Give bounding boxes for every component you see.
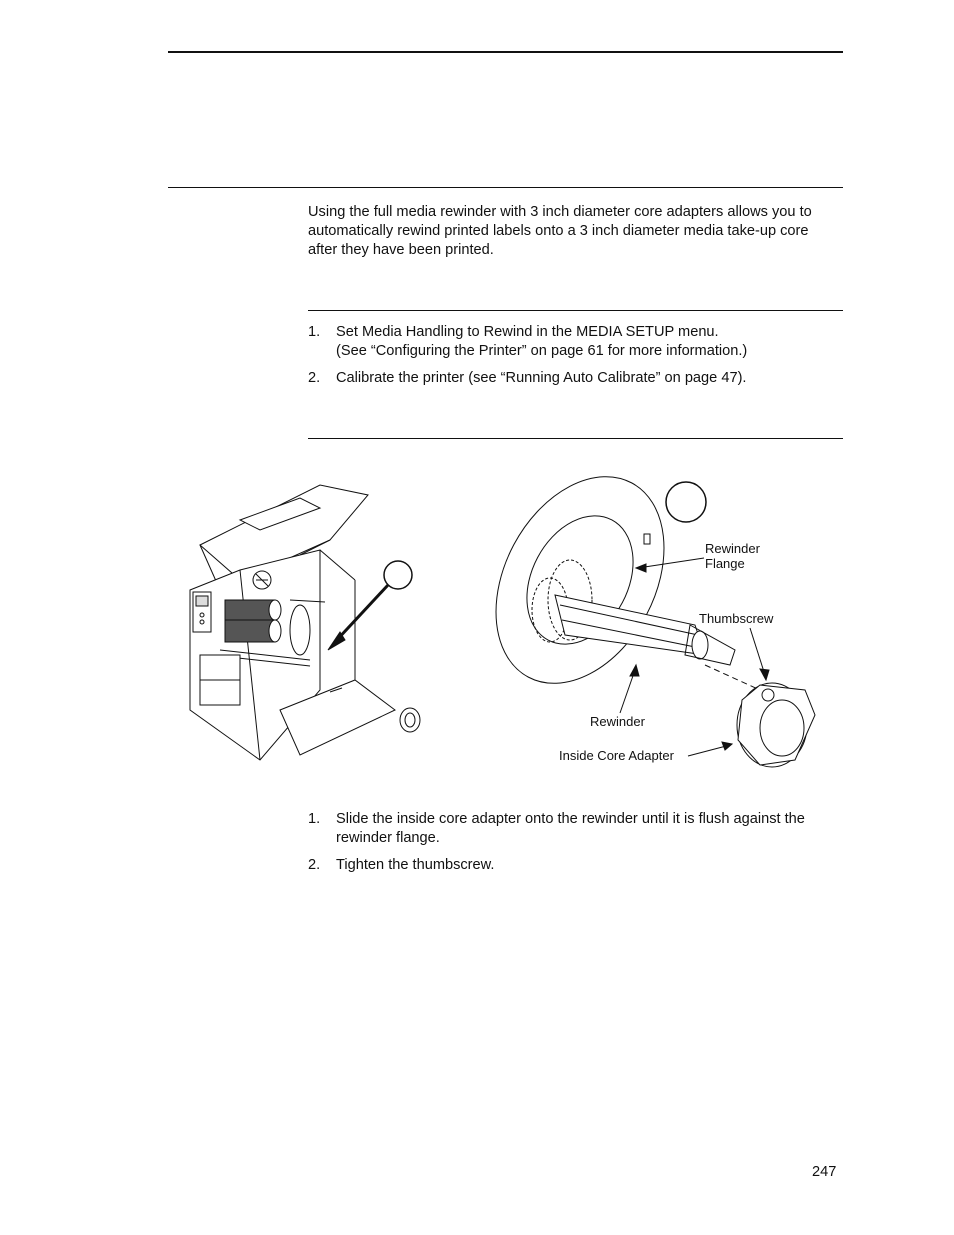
page-number: 247 (812, 1164, 837, 1180)
rewinder-illustration (460, 470, 830, 780)
intro-line-1: Using the full media rewinder with 3 inch diameter core adapters allows you to (308, 204, 812, 220)
subsection-rule-2 (308, 438, 843, 439)
step-text: (See “Configuring the Printer” on page 61 for more information.) (336, 343, 748, 359)
step-text: Calibrate the printer (see “Running Auto Calibrate” on page 47). (336, 370, 747, 386)
rewinder-label: Rewinder (590, 714, 645, 729)
inside-core-adapter-label: Inside Core Adapter (559, 748, 674, 763)
top-rule (168, 51, 843, 53)
step-number: 1. (308, 324, 321, 340)
thumbscrew-label: Thumbscrew (699, 611, 774, 626)
rewinder-flange-label: Rewinder Flange (705, 541, 760, 571)
step-number: 2. (308, 857, 321, 873)
step-text: rewinder flange. (336, 830, 440, 846)
intro-line-3: after they have been printed. (308, 242, 494, 258)
section-rule (168, 187, 843, 188)
step-number: 1. (308, 811, 321, 827)
subsection-rule-1 (308, 310, 843, 311)
printer-illustration (180, 480, 430, 770)
intro-line-2: automatically rewind printed labels onto a 3 inch diameter media take-up core (308, 223, 809, 239)
step-text: Tighten the thumbscrew. (336, 857, 495, 873)
step-text: Slide the inside core adapter onto the rewinder until it is flush against the (336, 811, 805, 827)
step-number: 2. (308, 370, 321, 386)
intro-paragraph (308, 203, 848, 260)
step-text: Set Media Handling to Rewind in the MEDIA SETUP menu. (336, 324, 719, 340)
